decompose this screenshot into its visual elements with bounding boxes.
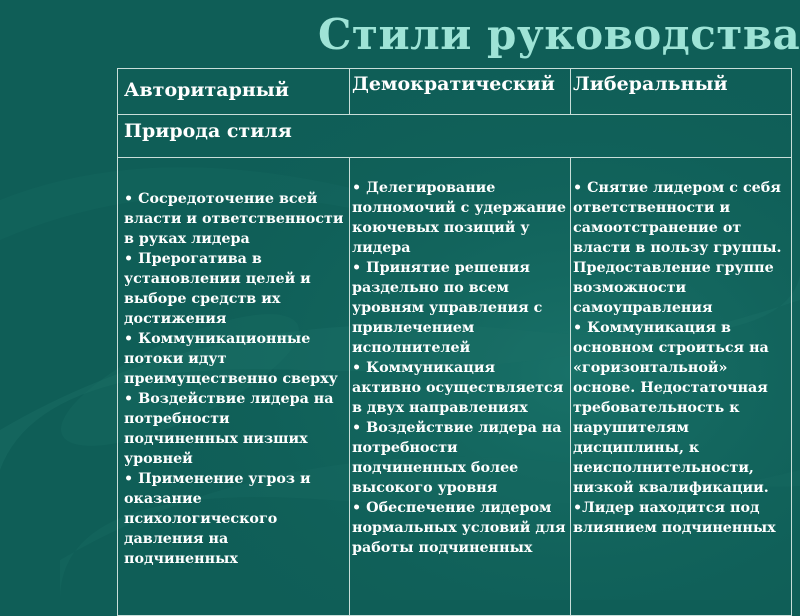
header-authoritarian: Авторитарный (118, 69, 350, 115)
list-item: •Лидер находится под влиянием подчиненных (573, 500, 776, 536)
list-item: • Воздействие лидера на потребности подчиненных более высокого уровня (352, 420, 562, 496)
list-item: • Снятие лидером с себя ответственности и самоотстранение от власти в пользу группы. Предоставление группе возможности самоуправления (573, 180, 782, 316)
slide-title: Стили руководства (318, 10, 800, 59)
list-item: • Прерогатива в установлении целей и выборе средств их достижения (124, 251, 311, 327)
list-item: • Применение угроз и оказание психологического давления на подчиненных (124, 471, 311, 567)
list-item: • Коммуникация в основном строиться на «горизонтальной» основе. Недостаточная требовательность к нарушителям дисциплины, к неисполнительности, низкой квалификации. (573, 320, 769, 496)
list-item: • Воздействие лидера на потребности подчиненных низших уровней (124, 391, 334, 467)
subheader-row (118, 115, 792, 158)
list-item: • Обеспечение лидером нормальных условий для работы подчиненных (352, 500, 566, 556)
content-row (118, 158, 792, 616)
leadership-styles-table (117, 68, 792, 616)
list-item: • Делегирование полномочий с удержание коючевых позиций у лидера (352, 180, 567, 256)
list-item: • Коммуникация активно осуществляется в двух направлениях (352, 360, 564, 416)
democratic-cell (350, 158, 571, 616)
liberal-cell (571, 158, 792, 616)
authoritarian-cell (118, 158, 350, 616)
header-liberal: Либеральный (571, 69, 792, 115)
list-item: • Сосредоточение всей власти и ответственности в руках лидера (124, 191, 344, 247)
list-item: • Принятие решения раздельно по всем уровням управления с привлечением исполнителей (352, 260, 543, 356)
header-row (118, 69, 792, 115)
list-item: • Коммуникационные потоки идут преимущественно сверху (124, 331, 338, 387)
subheader-style-nature: Природа стиля (118, 115, 792, 158)
header-democratic: Демократический (350, 69, 571, 115)
